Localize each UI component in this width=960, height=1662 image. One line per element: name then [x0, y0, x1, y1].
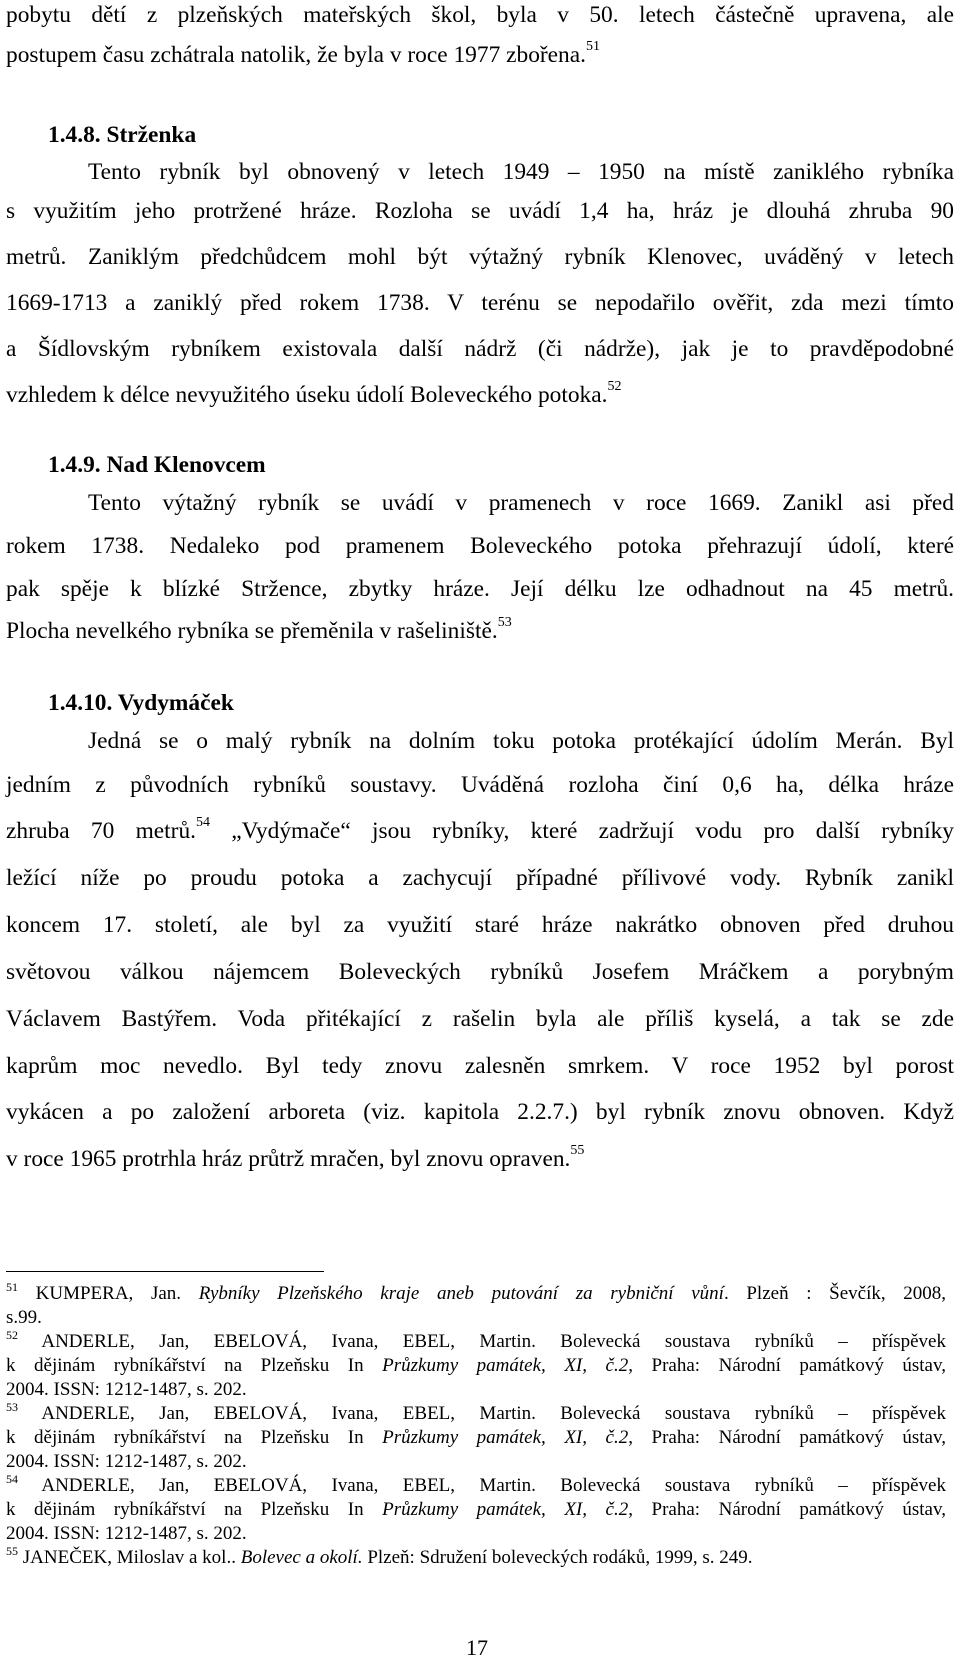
text: ANDERLE, Jan, EBELOVÁ, Ivana, EBEL, Martin. Bolevecká soustava rybníků – příspěvek: [18, 1331, 946, 1352]
text: vzhledem k délce nevyužitého úseku údolí Boleveckého potoka.: [6, 382, 608, 408]
paragraph-line: [6, 616, 954, 646]
paragraph-line: Tento rybník byl obnovený v letech 1949 – 1950 na místě zaniklého rybníka: [88, 159, 954, 185]
paragraph-line: s využitím jeho protržené hráze. Rozloha se uvádí 1,4 ha, hráz je dlouhá zhruba 90: [6, 198, 954, 224]
paragraph-line: [6, 40, 954, 70]
text: KUMPERA, Jan.: [18, 1283, 199, 1304]
footnote-54: [6, 1472, 946, 1497]
text: k dějinám rybníkářství na Plzeňsku In: [6, 1355, 383, 1376]
footnote-line: 2004. ISSN: 1212-1487, s. 202.: [6, 1451, 247, 1472]
text: , Praha: Národní památkový ústav,: [628, 1355, 946, 1376]
text: . Plzeň : Ševčík, 2008,: [723, 1283, 947, 1304]
paragraph-line: [6, 1144, 954, 1174]
paragraph-line: a Šídlovským rybníkem existovala další nádrž (či nádrže), jak je to pravděpodobné: [6, 336, 954, 362]
paragraph-line: metrů. Zaniklým předchůdcem mohl být výtažný rybník Klenovec, uváděný v letech: [6, 244, 954, 270]
footnote-number: 53: [6, 1400, 18, 1414]
footnote-separator: [6, 1271, 324, 1272]
footnote-line: s.99.: [6, 1307, 42, 1328]
citation-title: Bolevec a okolí.: [240, 1547, 363, 1568]
footnote-line: 2004. ISSN: 1212-1487, s. 202.: [6, 1379, 247, 1400]
paragraph-line: Jedná se o malý rybník na dolním toku potoka protékající údolím Merán. Byl: [88, 728, 954, 754]
paragraph-line: světovou válkou nájemcem Boleveckých rybníků Josefem Mráčkem a porybným: [6, 959, 954, 985]
page-number: 17: [466, 1635, 488, 1660]
paragraph-line: rokem 1738. Nedaleko pod pramenem Boleveckého potoka přehrazují údolí, které: [6, 533, 954, 559]
footnote-line: [6, 1427, 946, 1449]
paragraph-line: koncem 17. století, ale byl za využití staré hráze nakrátko obnoven před druhou: [6, 912, 954, 938]
text: „Vydýmače“ jsou rybníky, které zadržují vodu pro další rybníky: [209, 818, 954, 844]
text: JANEČEK, Miloslav a kol..: [18, 1547, 241, 1568]
footnote-ref[interactable]: 54: [195, 815, 210, 830]
text: pobytu dětí z plzeňských mateřských škol, byla v 50. letech částečně upravena, ale: [6, 2, 954, 28]
footnote-line: 2004. ISSN: 1212-1487, s. 202.: [6, 1523, 247, 1544]
text: v roce 1965 protrhla hráz průtrž mračen, byl znovu opraven.: [6, 1146, 571, 1172]
text: Plzeň: Sdružení boleveckých rodáků, 1999, s. 249.: [362, 1547, 753, 1568]
paragraph-line: kaprům moc nevedlo. Byl tedy znovu zalesněn smrkem. V roce 1952 byl porost: [6, 1053, 954, 1079]
paragraph-line: Tento výtažný rybník se uvádí v pramenech v roce 1669. Zanikl asi před: [88, 490, 954, 516]
text: ANDERLE, Jan, EBELOVÁ, Ivana, EBEL, Martin. Bolevecká soustava rybníků – příspěvek: [18, 1403, 946, 1424]
section-heading: 1.4.10. Vydymáček: [48, 690, 234, 716]
section-heading: 1.4.8. Strženka: [48, 122, 197, 148]
footnote-51: [6, 1280, 947, 1305]
footnote-53: [6, 1400, 946, 1425]
footnote-52: [6, 1328, 946, 1353]
footnote-55: [6, 1544, 946, 1569]
text: postupem času zchátrala natolik, že byla v roce 1977 zbořena.: [6, 42, 586, 68]
footnote-number: 51: [6, 1280, 18, 1294]
paragraph-line: 1669-1713 a zaniklý před rokem 1738. V terénu se nepodařilo ověřit, zda mezi tímto: [6, 290, 954, 316]
paragraph-line: pak spěje k blízké Stržence, zbytky hráze. Její délku lze odhadnout na 45 metrů.: [6, 576, 954, 602]
text: , Praha: Národní památkový ústav,: [628, 1499, 946, 1520]
footnote-number: 52: [6, 1328, 18, 1342]
paragraph-line: [6, 816, 954, 846]
paragraph-line: [6, 380, 954, 410]
citation-title: Rybníky Plzeňského kraje aneb putování za rybniční vůní: [198, 1283, 724, 1304]
text: ANDERLE, Jan, EBELOVÁ, Ivana, EBEL, Martin. Bolevecká soustava rybníků – příspěvek: [18, 1475, 946, 1496]
footnote-ref[interactable]: 51: [585, 39, 600, 54]
text: k dějinám rybníkářství na Plzeňsku In: [6, 1427, 383, 1448]
paragraph-line: [6, 0, 954, 30]
footnote-number: 55: [6, 1544, 18, 1558]
text: k dějinám rybníkářství na Plzeňsku In: [6, 1499, 383, 1520]
footnote-ref[interactable]: 52: [607, 379, 622, 394]
text: zhruba 70 metrů.: [6, 818, 196, 844]
paragraph-line: ležící níže po proudu potoka a zachycují případné přílivové vody. Rybník zanikl: [6, 865, 954, 891]
footnote-ref[interactable]: 55: [570, 1143, 585, 1158]
citation-title: Průzkumy památek, XI, č.2: [382, 1427, 629, 1448]
text: , Praha: Národní památkový ústav,: [628, 1427, 946, 1448]
footnote-line: [6, 1499, 946, 1521]
citation-title: Průzkumy památek, XI, č.2: [382, 1355, 629, 1376]
section-heading: 1.4.9. Nad Klenovcem: [48, 452, 266, 478]
footnote-line: [6, 1355, 946, 1377]
paragraph-line: vykácen a po založení arboreta (viz. kapitola 2.2.7.) byl rybník znovu obnoven. Když: [6, 1099, 954, 1125]
footnote-ref[interactable]: 53: [497, 615, 512, 630]
paragraph-line: jedním z původních rybníků soustavy. Uváděná rozloha činí 0,6 ha, délka hráze: [6, 772, 954, 798]
paragraph-line: Václavem Bastýřem. Voda přitékající z rašelin byla ale příliš kyselá, a tak se zde: [6, 1006, 954, 1032]
footnote-number: 54: [6, 1472, 18, 1486]
text: Plocha nevelkého rybníka se přeměnila v rašeliniště.: [6, 618, 498, 644]
citation-title: Průzkumy památek, XI, č.2: [382, 1499, 629, 1520]
